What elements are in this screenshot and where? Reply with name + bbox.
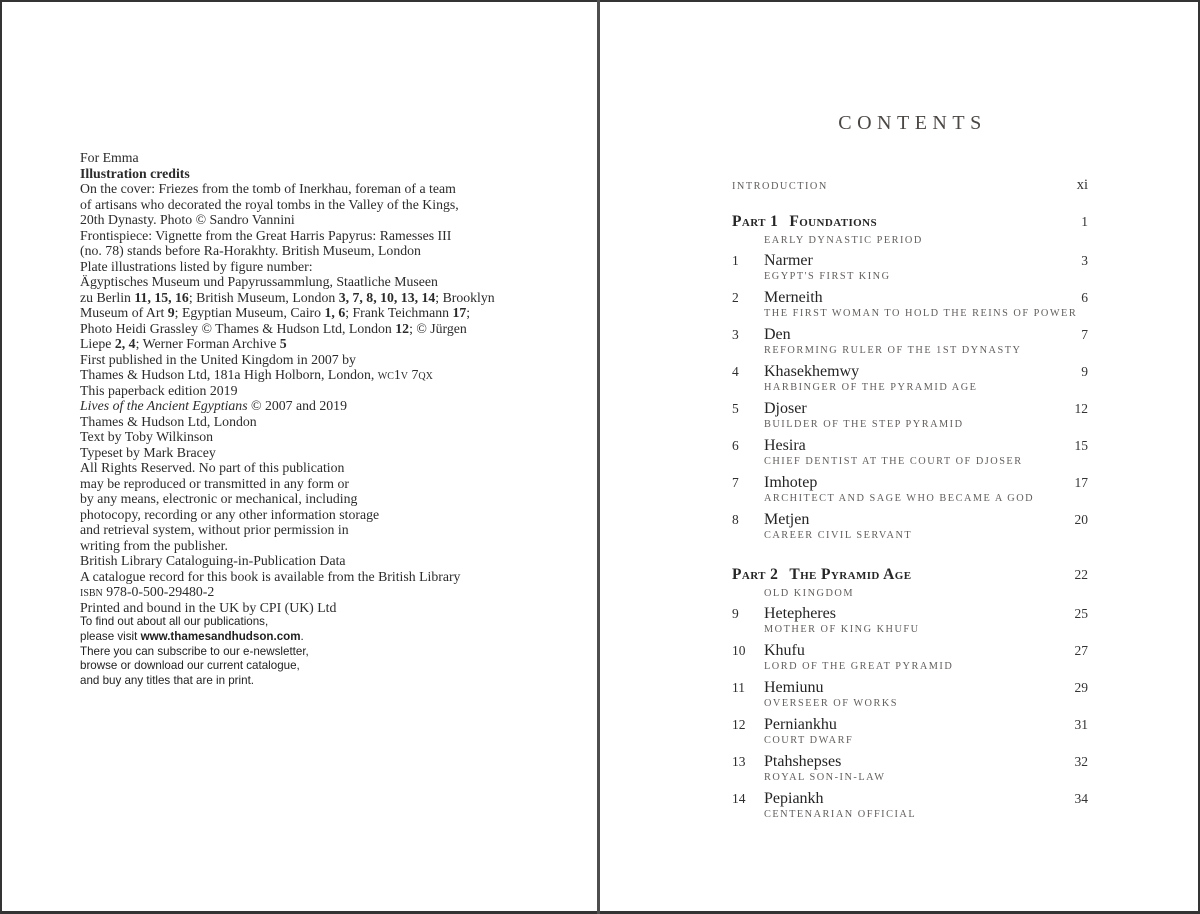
toc-entry-subtitle: CAREER CIVIL SERVANT bbox=[764, 530, 913, 541]
toc-entry-number: 7 bbox=[732, 475, 739, 490]
toc-entry-number: 1 bbox=[732, 253, 739, 268]
toc-sections bbox=[732, 213, 1088, 821]
toc-entry-page: 27 bbox=[1074, 643, 1088, 658]
toc-entry-subtitle: OVERSEER OF WORKS bbox=[764, 698, 899, 709]
toc-entry bbox=[732, 252, 1088, 283]
toc-entry-number: 8 bbox=[732, 512, 739, 527]
toc-entry bbox=[732, 437, 1088, 468]
toc-entry-name: Hesira bbox=[764, 437, 806, 454]
publisher-note: To find out about all our publications, please visit www.thamesandhudson.com. There you can subscribe to our e-newsletter, browse or download our current catalogue, and buy any titles that are in print. bbox=[80, 615, 309, 688]
toc-entry bbox=[732, 642, 1088, 673]
typeset: Typeset by Mark Bracey bbox=[80, 444, 216, 460]
toc-part-header bbox=[732, 213, 1088, 247]
toc-entry-number: 13 bbox=[732, 754, 746, 769]
toc-part-subtitle: EARLY DYNASTIC PERIOD bbox=[764, 235, 923, 246]
plates-credits: Ägyptisches Museum und Papyrussammlung, Staatliche Museen zu Berlin 11, 15, 16; British Museum, London 3, 7, 8, 10, 13, 14; Brooklyn Museum of Art 9; Egyptian Museum, Cairo 1, 6; Frank Teichmann 17; Photo Heidi Grassley © Thames & Hudson Ltd, London 12; © Jürgen Liepe 2, 4; Werner Forman Archive 5 bbox=[80, 274, 495, 351]
toc-entry bbox=[732, 605, 1088, 636]
toc-entry-list bbox=[732, 252, 1088, 542]
toc-introduction-page: xi bbox=[1076, 177, 1088, 193]
toc-entry-page: 6 bbox=[1081, 290, 1088, 305]
toc-entry-subtitle: ARCHITECT AND SAGE WHO BECAME A GOD bbox=[764, 493, 1035, 504]
toc-entry-name: Metjen bbox=[764, 511, 810, 528]
toc-part-title: Part 1 Foundations bbox=[732, 213, 877, 230]
toc-entry bbox=[732, 716, 1088, 747]
toc-entry bbox=[732, 790, 1088, 821]
first-published: First published in the United Kingdom in 2007 by Thames & Hudson Ltd, 181a High Holborn, London, wc1v 7qx bbox=[80, 351, 433, 382]
toc-part-page: 22 bbox=[1074, 567, 1088, 582]
toc-entry-name: Imhotep bbox=[764, 474, 818, 491]
dedication: For Emma bbox=[80, 150, 139, 165]
toc-entry-number: 6 bbox=[732, 438, 739, 453]
toc-entry-number: 14 bbox=[732, 791, 746, 806]
toc-entry-page: 3 bbox=[1081, 253, 1088, 268]
toc-entry-name: Den bbox=[764, 326, 791, 343]
toc-entry-name: Narmer bbox=[764, 252, 813, 269]
isbn: isbn 978-0-500-29480-2 bbox=[80, 584, 215, 599]
toc-entry bbox=[732, 363, 1088, 394]
toc-entry-subtitle: CENTENARIAN OFFICIAL bbox=[764, 809, 917, 820]
toc-part-title: Part 2 The Pyramid Age bbox=[732, 566, 912, 583]
toc-entry bbox=[732, 289, 1088, 320]
toc-entry-number: 10 bbox=[732, 643, 746, 658]
toc-entry-subtitle: COURT DWARF bbox=[764, 735, 854, 746]
toc-entry-name: Khasekhemwy bbox=[764, 363, 860, 380]
toc-entry-number: 4 bbox=[732, 364, 739, 379]
toc-entry-subtitle: LORD OF THE GREAT PYRAMID bbox=[764, 661, 954, 672]
contents-title: CONTENTS bbox=[838, 112, 987, 134]
toc-entry-page: 17 bbox=[1074, 475, 1088, 490]
toc-entry-name: Pepiankh bbox=[764, 790, 824, 807]
toc-entry-subtitle: BUILDER OF THE STEP PYRAMID bbox=[764, 419, 964, 430]
toc-entry-page: 12 bbox=[1074, 401, 1088, 416]
cover-credit: On the cover: Friezes from the tomb of Inerkhau, foreman of a team of artisans who decorated the royal tombs in the Valley of the Kings, 20th Dynasty. Photo © Sandro Vannini bbox=[80, 181, 459, 227]
toc-entry-name: Perniankhu bbox=[764, 716, 837, 733]
toc-entry bbox=[732, 511, 1088, 542]
toc-entry-subtitle: MOTHER OF KING KHUFU bbox=[764, 624, 920, 635]
toc-introduction-label: INTRODUCTION bbox=[732, 181, 828, 192]
toc-entry-number: 12 bbox=[732, 717, 746, 732]
contents-page bbox=[732, 110, 1088, 827]
toc-entry-number: 2 bbox=[732, 290, 739, 305]
toc-part-page: 1 bbox=[1081, 214, 1088, 229]
toc-entry-subtitle: ROYAL SON-IN-LAW bbox=[764, 772, 886, 783]
toc-entry-page: 25 bbox=[1074, 606, 1088, 621]
toc-entry-number: 9 bbox=[732, 606, 739, 621]
credits-heading: Illustration credits bbox=[80, 165, 190, 181]
toc-entry-list bbox=[732, 605, 1088, 821]
toc-entry bbox=[732, 400, 1088, 431]
lives: Lives of the Ancient Egyptians © 2007 and 2019 Thames & Hudson Ltd, London Text by Toby Wilkinson bbox=[80, 398, 347, 444]
toc-entry bbox=[732, 474, 1088, 505]
toc-entry-page: 34 bbox=[1074, 791, 1088, 806]
plates-intro: Plate illustrations listed by figure number: bbox=[80, 258, 313, 274]
toc-entry bbox=[732, 326, 1088, 357]
toc-entry-page: 9 bbox=[1081, 364, 1088, 379]
toc-entry bbox=[732, 679, 1088, 710]
copyright-page bbox=[80, 150, 552, 689]
toc-introduction-row bbox=[732, 177, 1088, 194]
toc-entry bbox=[732, 753, 1088, 784]
toc-entry-subtitle: THE FIRST WOMAN TO HOLD THE REINS OF POWER bbox=[764, 308, 1078, 319]
toc-entry-page: 7 bbox=[1081, 327, 1088, 342]
toc-entry-subtitle: HARBINGER OF THE PYRAMID AGE bbox=[764, 382, 978, 393]
toc-part-header bbox=[732, 566, 1088, 600]
british-library: British Library Cataloguing-in-Publication Data A catalogue record for this book is available from the British Library bbox=[80, 553, 461, 584]
paperback: This paperback edition 2019 bbox=[80, 382, 238, 398]
toc-entry-page: 31 bbox=[1074, 717, 1088, 732]
toc-entry-number: 11 bbox=[732, 680, 745, 695]
toc-entry-page: 29 bbox=[1074, 680, 1088, 695]
toc-entry-subtitle: EGYPT'S FIRST KING bbox=[764, 271, 891, 282]
printed: Printed and bound in the UK by CPI (UK) Ltd bbox=[80, 599, 337, 615]
toc-entry-name: Ptahshepses bbox=[764, 753, 842, 770]
toc-part-subtitle: OLD KINGDOM bbox=[764, 588, 855, 599]
toc-entry-page: 20 bbox=[1074, 512, 1088, 527]
page-gutter-divider bbox=[597, 0, 600, 914]
toc-entry-name: Hemiunu bbox=[764, 679, 824, 696]
toc-entry-number: 5 bbox=[732, 401, 739, 416]
toc-entry-name: Hetepheres bbox=[764, 605, 836, 622]
toc-entry-page: 15 bbox=[1074, 438, 1088, 453]
toc-entry-number: 3 bbox=[732, 327, 739, 342]
toc-entry-subtitle: CHIEF DENTIST AT THE COURT OF DJOSER bbox=[764, 456, 1023, 467]
rights: All Rights Reserved. No part of this publication may be reproduced or transmitted in any form or by any means, electronic or mechanical, including photocopy, recording or any other information storage and retrieval system, without prior permission in writing from the publisher. bbox=[80, 460, 380, 553]
toc-entry-name: Merneith bbox=[764, 289, 823, 306]
toc-entry-name: Khufu bbox=[764, 642, 805, 659]
frontispiece: Frontispiece: Vignette from the Great Harris Papyrus: Ramesses III (no. 78) stands before Ra-Horakhty. British Museum, London bbox=[80, 227, 452, 258]
toc-entry-subtitle: REFORMING RULER OF THE 1ST DYNASTY bbox=[764, 345, 1022, 356]
toc-entry-name: Djoser bbox=[764, 400, 807, 417]
toc-entry-page: 32 bbox=[1074, 754, 1088, 769]
